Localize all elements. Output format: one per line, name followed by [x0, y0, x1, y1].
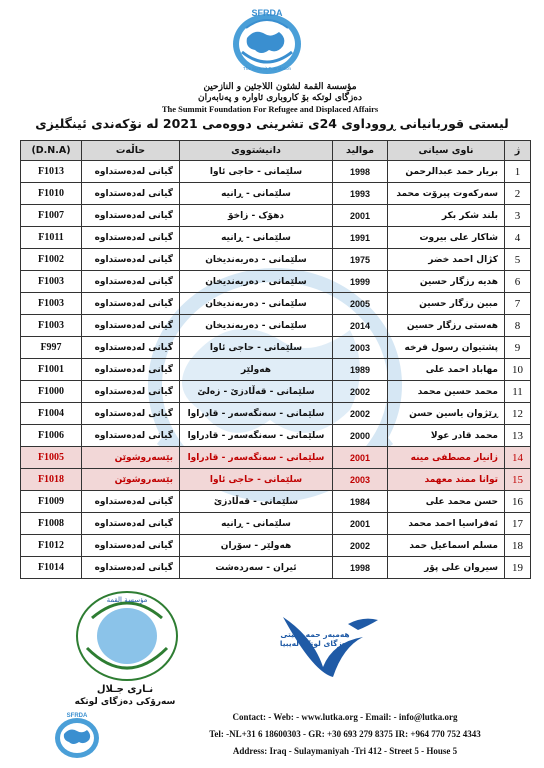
residence: سلێمانی - ڕانیە — [180, 513, 333, 535]
residence: سلێمانی - حاجی ئاوا — [180, 469, 333, 491]
victim-name: مبین رزگار حسین — [388, 293, 505, 315]
status-cell: گیانی لەدەستداوە — [82, 315, 180, 337]
victim-name: مهاباد احمد علی — [388, 359, 505, 381]
status-cell: بێسەروشوێن — [82, 447, 180, 469]
birth-year: 1999 — [333, 271, 388, 293]
org-name-arabic — [150, 82, 410, 104]
residence: سلێمانی - دەربەندیخان — [180, 271, 333, 293]
signatory-name: نـاری جـلال — [96, 684, 154, 695]
status-cell: گیانی لەدەستداوە — [82, 381, 180, 403]
status-cell: گیانی لەدەستداوە — [82, 183, 180, 205]
residence: هەولێر — [180, 359, 333, 381]
status-cell: گیانی لەدەستداوە — [82, 161, 180, 183]
footer-address: Address: Iraq - Sulaymaniyah -Tri 412 - Street 5 - House 5 — [232, 746, 458, 756]
footer-contact: Contact: - Web: - www.lutka.org - Email: - info@lutka.org — [232, 712, 458, 722]
residence: سلێمانی - ڕانیە — [180, 183, 333, 205]
victim-name: بلند شکر بکر — [388, 205, 505, 227]
col-header-name: ناوی سیانی — [388, 141, 505, 161]
birth-year: 2002 — [333, 403, 388, 425]
table-row — [21, 447, 531, 469]
table-header-row — [21, 141, 531, 161]
row-number: 19 — [505, 557, 531, 579]
dna-code: F1007 — [21, 205, 82, 227]
status-cell: گیانی لەدەستداوە — [82, 425, 180, 447]
victim-name: هەستی رزگار حسین — [388, 315, 505, 337]
status-cell: گیانی لەدەستداوە — [82, 337, 180, 359]
partner-text: هەمبەر حمە تیلیتی دەزگای لوتکە لەیبیا — [279, 630, 351, 648]
birth-year: 1984 — [333, 491, 388, 513]
row-number: 7 — [505, 293, 531, 315]
birth-year: 1975 — [333, 249, 388, 271]
table-row — [21, 491, 531, 513]
row-number: 16 — [505, 491, 531, 513]
footer-tel: Tel: -NL+31 6 18600303 - GR: +30 693 279 8375 IR: +964 770 752 4343 — [209, 729, 481, 739]
dna-code: F1018 — [21, 469, 82, 491]
victim-name: مسلم اسماعیل حمد — [388, 535, 505, 557]
birth-year: 2003 — [333, 469, 388, 491]
dna-code: F1014 — [21, 557, 82, 579]
table-row — [21, 293, 531, 315]
signatory-title: سەرۆکی دەزگای لوتکە — [74, 697, 176, 707]
victim-name: هدیە رزگار حسین — [388, 271, 505, 293]
residence: سلێمانی - دەربەندیخان — [180, 249, 333, 271]
footer-logo — [50, 710, 105, 762]
dna-code: F1003 — [21, 293, 82, 315]
org-name-english: The Summit Foundation For Refugee and Displaced Affairs — [161, 104, 379, 114]
dna-code: F1000 — [21, 381, 82, 403]
residence: سلێمانی - سەنگەسەر - قادراوا — [180, 447, 333, 469]
row-number: 8 — [505, 315, 531, 337]
status-cell: گیانی لەدەستداوە — [82, 227, 180, 249]
birth-year: 1991 — [333, 227, 388, 249]
table-row — [21, 271, 531, 293]
residence: سلێمانی - دەربەندیخان — [180, 315, 333, 337]
table-row — [21, 381, 531, 403]
table-row — [21, 513, 531, 535]
dna-code: F1002 — [21, 249, 82, 271]
row-number: 14 — [505, 447, 531, 469]
status-cell: گیانی لەدەستداوە — [82, 403, 180, 425]
col-header-dna: (D.N.A) — [21, 141, 82, 161]
residence: سلێمانی - حاجی ئاوا — [180, 337, 333, 359]
dna-code: F1011 — [21, 227, 82, 249]
birth-year: 2002 — [333, 381, 388, 403]
table-row — [21, 205, 531, 227]
row-number: 12 — [505, 403, 531, 425]
dna-code: F1008 — [21, 513, 82, 535]
table-row — [21, 227, 531, 249]
birth-year: 1989 — [333, 359, 388, 381]
victim-name: ئەفراسیا احمد محمد — [388, 513, 505, 535]
residence: سلێمانی - دەربەندیخان — [180, 293, 333, 315]
document-title: لیستی قوربانیانی ڕووداوی 24ی تشرینی دووەمی 2021 لە نۆکەندی ئینگلیزی — [35, 116, 509, 131]
sfrda-logo — [222, 4, 312, 82]
residence: سلێمانی - قەڵادزێ - زەلێ — [180, 381, 333, 403]
birth-year: 2001 — [333, 447, 388, 469]
dna-code: F1003 — [21, 271, 82, 293]
residence: سلێمانی - سەنگەسەر - قادراوا — [180, 425, 333, 447]
victim-name: توانا ممند معهمد — [388, 469, 505, 491]
row-number: 13 — [505, 425, 531, 447]
table-row — [21, 403, 531, 425]
col-header-status: حاڵەت — [82, 141, 180, 161]
status-cell: گیانی لەدەستداوە — [82, 513, 180, 535]
victim-name: پشتیوان رسول فرخە — [388, 337, 505, 359]
row-number: 5 — [505, 249, 531, 271]
table-row — [21, 557, 531, 579]
birth-year: 1998 — [333, 557, 388, 579]
birth-year: 1993 — [333, 183, 388, 205]
col-header-address: دانیشتووی — [180, 141, 333, 161]
status-cell: گیانی لەدەستداوە — [82, 293, 180, 315]
victim-name: محمد حسین محمد — [388, 381, 505, 403]
birth-year: 2001 — [333, 205, 388, 227]
status-cell: بێسەروشوێن — [82, 469, 180, 491]
row-number: 18 — [505, 535, 531, 557]
row-number: 9 — [505, 337, 531, 359]
victim-name: زانیار مصطفی مینه — [388, 447, 505, 469]
dna-code: F1006 — [21, 425, 82, 447]
dna-code: F1013 — [21, 161, 82, 183]
birth-year: 2002 — [333, 535, 388, 557]
row-number: 1 — [505, 161, 531, 183]
col-header-num: ژ — [505, 141, 531, 161]
table-row — [21, 425, 531, 447]
victim-name: شاکار علی بیروت — [388, 227, 505, 249]
victim-name: کژال احمد خضر — [388, 249, 505, 271]
victim-name: بریار حمد عبدالرحمن — [388, 161, 505, 183]
row-number: 4 — [505, 227, 531, 249]
victim-name: سیروان علی پۆر — [388, 557, 505, 579]
row-number: 11 — [505, 381, 531, 403]
dna-code: F1010 — [21, 183, 82, 205]
table-row — [21, 535, 531, 557]
table-row — [21, 315, 531, 337]
status-cell: گیانی لەدەستداوە — [82, 205, 180, 227]
birth-year: 2005 — [333, 293, 388, 315]
dna-code: F1005 — [21, 447, 82, 469]
dna-code: F997 — [21, 337, 82, 359]
table-row — [21, 359, 531, 381]
footer-logo-text: SFRDA — [66, 713, 88, 719]
row-number: 3 — [505, 205, 531, 227]
status-cell: گیانی لەدەستداوە — [82, 491, 180, 513]
dna-code: F1009 — [21, 491, 82, 513]
residence: سلێمانی - حاجی ئاوا — [180, 161, 333, 183]
victim-name: حسن محمد علی — [388, 491, 505, 513]
residence: ئیران - سەردەشت — [180, 557, 333, 579]
birth-year: 2000 — [333, 425, 388, 447]
table-row — [21, 249, 531, 271]
victim-name: محمد قادر عولا — [388, 425, 505, 447]
table-row — [21, 161, 531, 183]
table-row — [21, 183, 531, 205]
foundation-stamp — [72, 588, 182, 683]
residence: هەولێر - سۆران — [180, 535, 333, 557]
org-kurdish-line: دەزگای لوتکە بۆ کاروباری ئاوارە و پەنابەران — [197, 93, 362, 103]
stamp-text: مؤسسة القمة — [106, 596, 148, 604]
status-cell: گیانی لەدەستداوە — [82, 535, 180, 557]
row-number: 17 — [505, 513, 531, 535]
dna-code: F1004 — [21, 403, 82, 425]
row-number: 10 — [505, 359, 531, 381]
status-cell: گیانی لەدەستداوە — [82, 557, 180, 579]
status-cell: گیانی لەدەستداوە — [82, 359, 180, 381]
victim-name: سەرکەوت پیرۆت محمد — [388, 183, 505, 205]
residence: دهۆک - زاخۆ — [180, 205, 333, 227]
table-row — [21, 469, 531, 491]
col-header-dob: موالید — [333, 141, 388, 161]
birth-year: 2014 — [333, 315, 388, 337]
victims-table — [20, 140, 531, 579]
row-number: 6 — [505, 271, 531, 293]
status-cell: گیانی لەدەستداوە — [82, 249, 180, 271]
dna-code: F1012 — [21, 535, 82, 557]
dna-code: F1001 — [21, 359, 82, 381]
status-cell: گیانی لەدەستداوە — [82, 271, 180, 293]
victim-name: ڕێژوان یاسین حسن — [388, 403, 505, 425]
logo-text: SFRDA — [251, 8, 283, 18]
dna-code: F1003 — [21, 315, 82, 337]
birth-year: 1998 — [333, 161, 388, 183]
table-row — [21, 337, 531, 359]
residence: سلێمانی - قەڵادزێ — [180, 491, 333, 513]
row-number: 2 — [505, 183, 531, 205]
birth-year: 2001 — [333, 513, 388, 535]
logo-subtext: The Summit Foundation — [242, 66, 292, 71]
birth-year: 2003 — [333, 337, 388, 359]
row-number: 15 — [505, 469, 531, 491]
org-arabic-line: مؤسسة القمة لشئون اللاجئين و النازحين — [203, 82, 357, 92]
residence: سلێمانی - سەنگەسەر - قادراوا — [180, 403, 333, 425]
residence: سلێمانی - ڕانیە — [180, 227, 333, 249]
